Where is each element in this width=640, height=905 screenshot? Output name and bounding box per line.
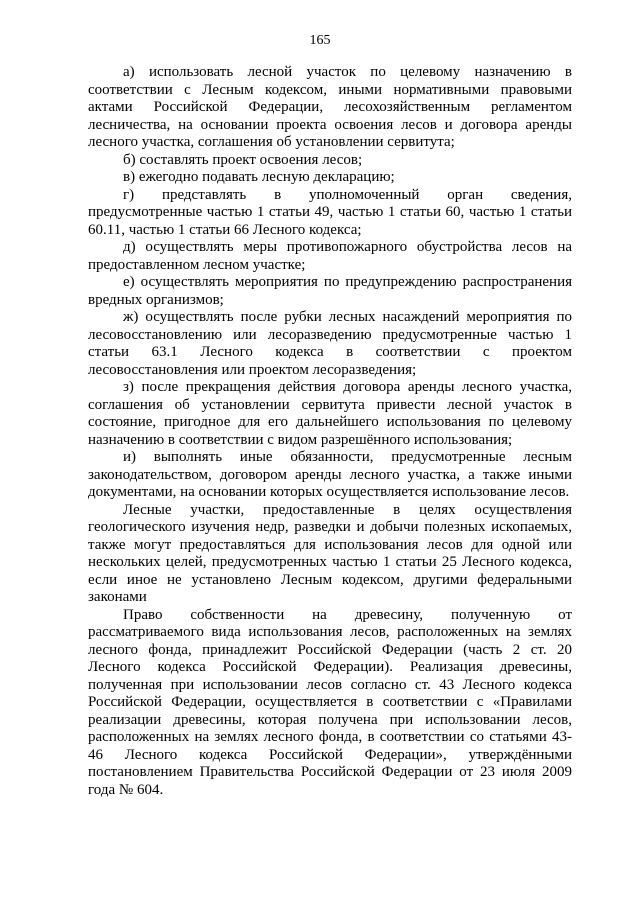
text-line: состояние, пригодное для его дальнейшего использования по целевому bbox=[88, 414, 572, 430]
text-line: 46 Лесного кодекса Российской Федерации», утверждёнными bbox=[88, 746, 572, 763]
text-line: также могут предоставляться для использования лесов для одной или bbox=[88, 536, 572, 553]
text-line: актами Российской Федерации, лесохозяйственным регламентом bbox=[88, 99, 572, 115]
text-line: соглашения об установлении сервитута привести лесной участок в bbox=[88, 396, 572, 413]
text-line: вредных организмов; bbox=[88, 291, 224, 308]
text-line: рассматриваемого вида использования лесов, расположенных на землях bbox=[88, 624, 572, 640]
text-line: Лесные участки, предоставленные в целях осуществления bbox=[123, 501, 572, 518]
paragraph bbox=[88, 607, 572, 800]
paragraph bbox=[88, 187, 572, 240]
text-line: Лесного кодекса Российской Федерации). Реализация древесины, bbox=[88, 659, 572, 675]
text-line: законодательством, договором аренды лесного участка, а также иными bbox=[88, 466, 572, 483]
paragraph bbox=[88, 169, 572, 187]
text-line: лесовосстановления или проектом лесоразведения; bbox=[88, 361, 417, 378]
text-line: если иное не установлено Лесным кодексом, другими федеральными bbox=[88, 571, 572, 588]
text-line: е) осуществлять мероприятия по предупреждению распространения bbox=[123, 274, 572, 290]
paragraph bbox=[88, 274, 572, 309]
text-line: постановлением Правительства Российской Федерации от 23 июля 2009 bbox=[88, 764, 572, 780]
text-line: соответствии с Лесным кодексом, иными нормативными правовыми bbox=[88, 81, 572, 98]
text-line: и) выполнять иные обязанности, предусмотренные лесным bbox=[123, 449, 572, 465]
text-line: б) составлять проект освоения лесов; bbox=[123, 151, 363, 168]
paragraph bbox=[88, 379, 572, 449]
text-line: а) использовать лесной участок по целевому назначению в bbox=[123, 64, 572, 80]
document-body bbox=[88, 64, 572, 799]
paragraph bbox=[88, 152, 572, 170]
text-line: предоставленном лесном участке; bbox=[88, 256, 306, 273]
text-line: расположенных на землях лесного фонда, в соответствии со статьями 43- bbox=[88, 729, 572, 745]
paragraph bbox=[88, 309, 572, 379]
text-line: года № 604. bbox=[88, 781, 164, 798]
text-line: полученная при использовании лесов согласно ст. 43 Лесного кодекса bbox=[88, 676, 572, 693]
paragraph bbox=[88, 239, 572, 274]
text-line: лесничества, на основании проекта освоения лесов и договора аренды bbox=[88, 116, 572, 133]
paragraph bbox=[88, 449, 572, 502]
text-line: в) ежегодно подавать лесную декларацию; bbox=[123, 169, 395, 185]
text-line: 60.11, частью 1 статьи 66 Лесного кодекса; bbox=[88, 221, 362, 238]
text-line: з) после прекращения действия договора аренды лесного участка, bbox=[123, 379, 572, 395]
text-line: Право собственности на древесину, полученную от bbox=[123, 606, 572, 623]
text-line: лесного участка, соглашения об установлении сервитута; bbox=[88, 134, 455, 150]
paragraph bbox=[88, 64, 572, 152]
paragraph bbox=[88, 502, 572, 607]
text-line: лесного фонда, принадлежит Российской Федерации (часть 2 ст. 20 bbox=[88, 641, 572, 658]
text-line: законами bbox=[88, 589, 147, 605]
text-line: назначению в соответствии с видом разрешённого использования; bbox=[88, 431, 513, 448]
page-number: 165 bbox=[309, 33, 331, 48]
text-line: реализации древесины, которая получена при использовании лесов, bbox=[88, 711, 572, 728]
text-line: геологического изучения недр, разведки и добычи полезных ископаемых, bbox=[88, 519, 572, 535]
text-line: лесовосстановлению или лесоразведению предусмотренные частью 1 bbox=[88, 326, 572, 343]
text-line: статьи 63.1 Лесного кодекса в соответствии с проектом bbox=[88, 344, 572, 360]
text-line: д) осуществлять меры противопожарного обустройства лесов на bbox=[123, 239, 572, 255]
text-line: Российской Федерации, осуществляется в соответствии с «Правилами bbox=[88, 694, 572, 710]
text-line: нескольких целей, предусмотренных частью 1 статьи 25 Лесного кодекса, bbox=[88, 554, 572, 570]
text-line: документами, на основании которых осуществляется использование лесов. bbox=[88, 484, 570, 500]
text-line: предусмотренные частью 1 статьи 49, частью 1 статьи 60, частью 1 статьи bbox=[88, 204, 572, 220]
text-line: ж) осуществлять после рубки лесных насаждений мероприятия по bbox=[123, 309, 572, 325]
text-line: г) представлять в уполномоченный орган сведения, bbox=[123, 186, 572, 203]
